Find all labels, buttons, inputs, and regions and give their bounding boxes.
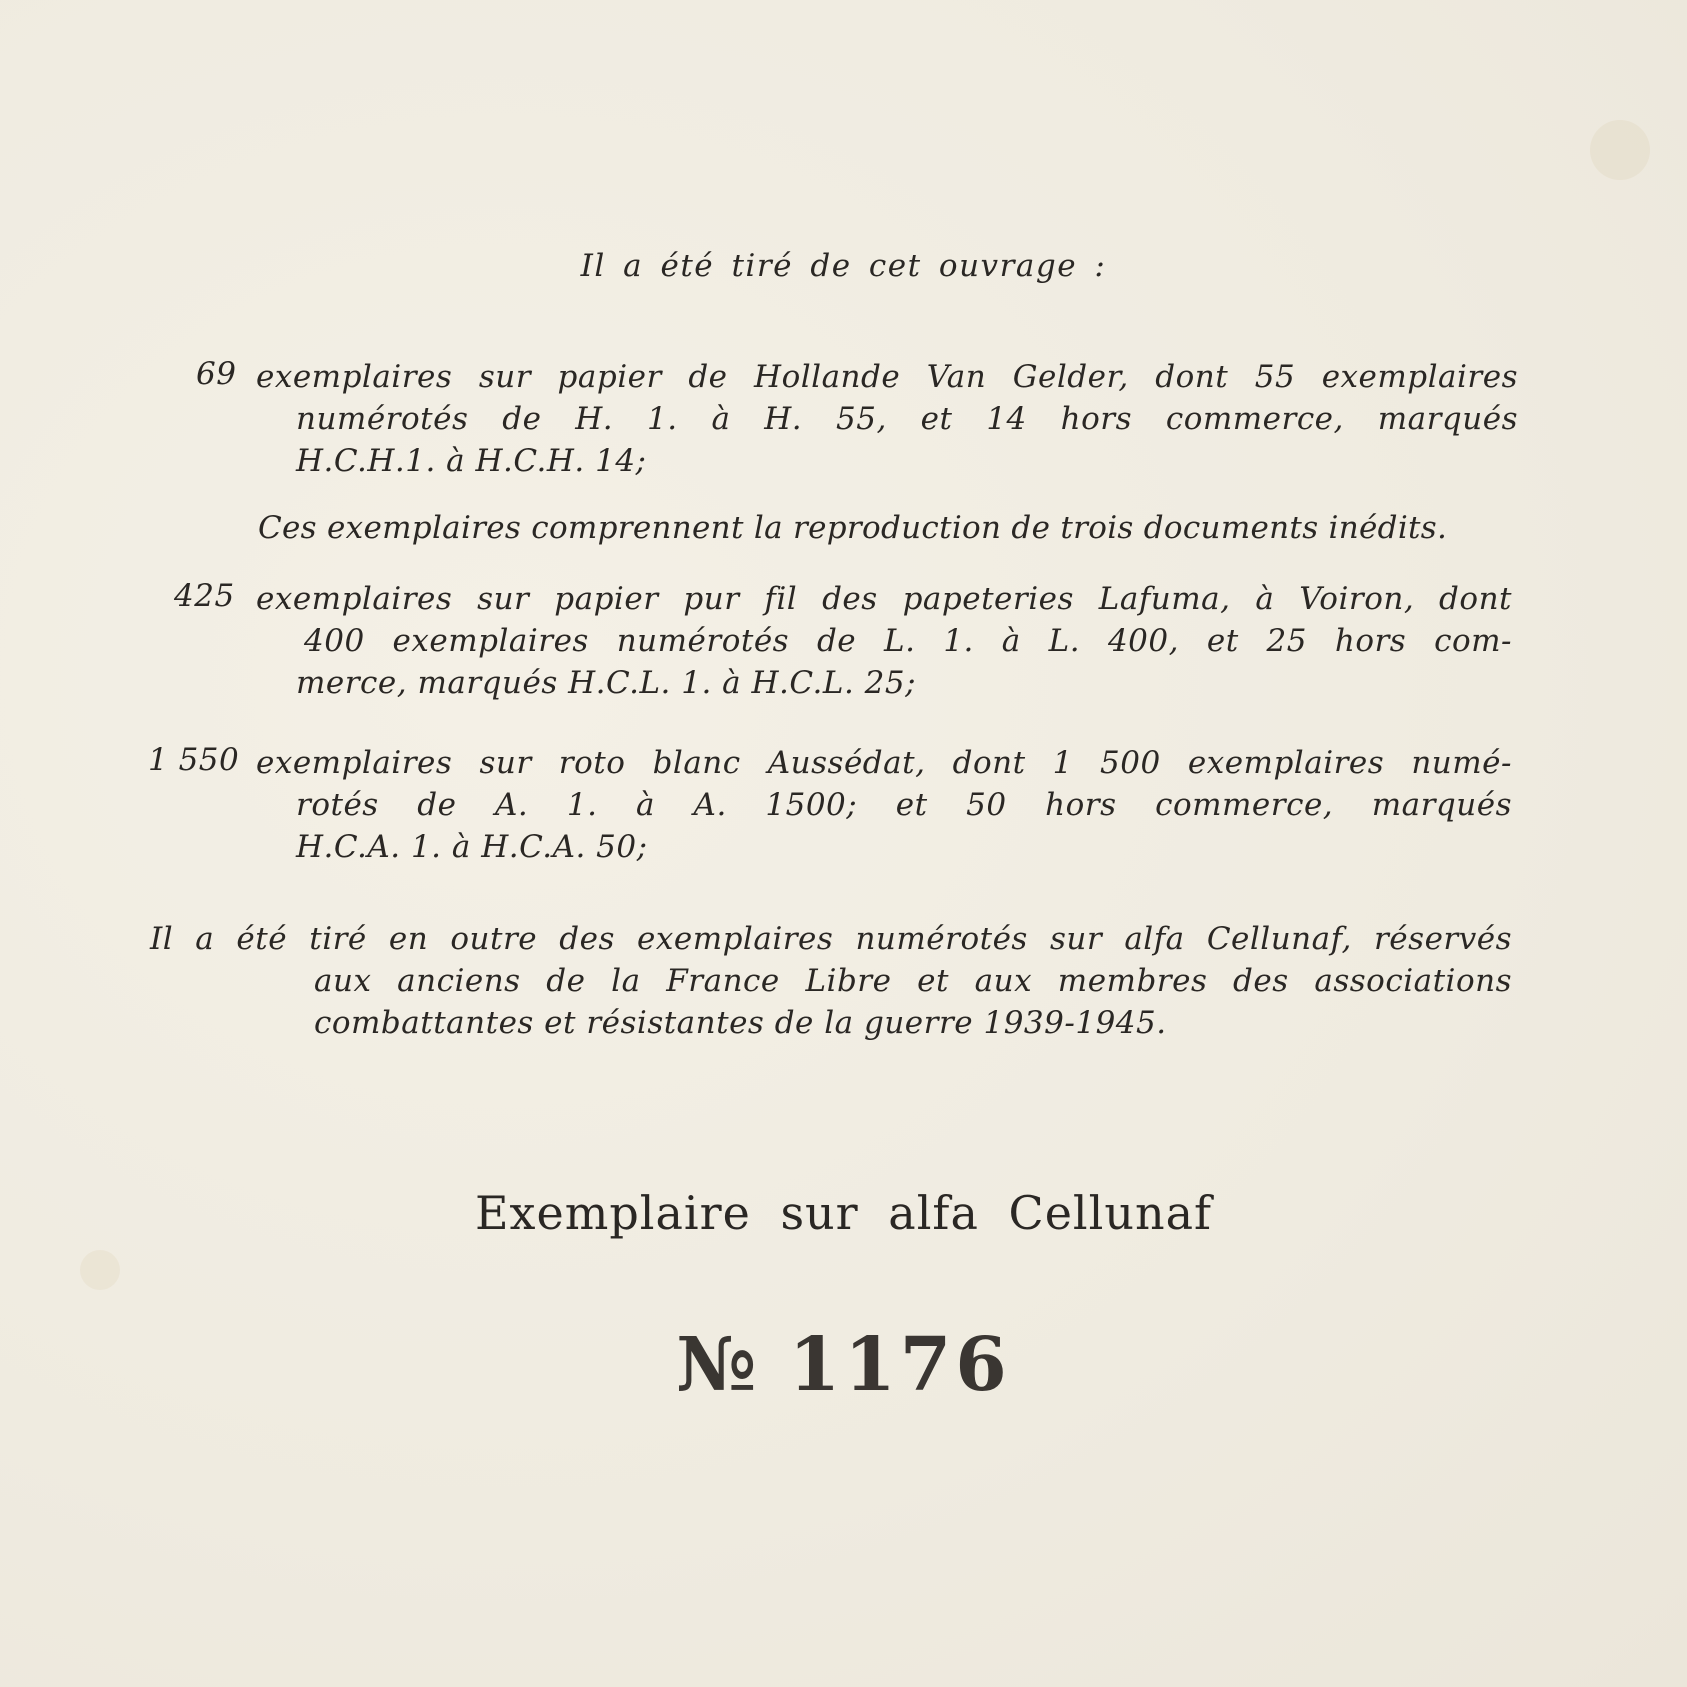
edition-label: Exemplaire sur alfa Cellunaf [474, 1186, 1213, 1240]
copy-number-value: 1176 [788, 1322, 1011, 1408]
entry-line: H.C.H.1. à H.C.H. 14; [296, 443, 647, 479]
entry-line: exemplaires sur papier pur fil des papeteries Lafuma, à Voiron, dont [256, 581, 1512, 617]
entry-line: Il a été tiré en outre des exemplaires numérotés sur alfa Cellunaf, réservés [150, 921, 1512, 957]
entry-number: 425 [174, 578, 235, 614]
entry-line: combattantes et résistantes de la guerre 1939-1945. [314, 1005, 1167, 1041]
entry-line: rotés de A. 1. à A. 1500; et 50 hors commerce, marqués [296, 787, 1512, 823]
paper-stain [80, 1250, 120, 1290]
reproduction-note: Ces exemplaires comprennent la reproduction de trois documents inédits. [258, 510, 1448, 546]
entry-line: merce, marqués H.C.L. 1. à H.C.L. 25; [296, 665, 917, 701]
entry-number: 1 550 [148, 742, 240, 778]
entry-line: numérotés de H. 1. à H. 55, et 14 hors commerce, marqués [296, 401, 1518, 437]
intro-line: Il a été tiré de cet ouvrage : [580, 248, 1107, 284]
entry-line: exemplaires sur papier de Hollande Van Gelder, dont 55 exemplaires [256, 359, 1518, 395]
numero-sign: № [676, 1322, 761, 1408]
copy-number [0, 1322, 1687, 1408]
entry-line: exemplaires sur roto blanc Aussédat, dont 1 500 exemplaires numé- [256, 745, 1512, 781]
paper-stain [1590, 120, 1650, 180]
entry-line: aux anciens de la France Libre et aux membres des associations [314, 963, 1512, 999]
entry-number: 69 [196, 356, 237, 392]
entry-line: H.C.A. 1. à H.C.A. 50; [296, 829, 648, 865]
entry-line: 400 exemplaires numérotés de L. 1. à L. 400, et 25 hors com- [304, 623, 1512, 659]
